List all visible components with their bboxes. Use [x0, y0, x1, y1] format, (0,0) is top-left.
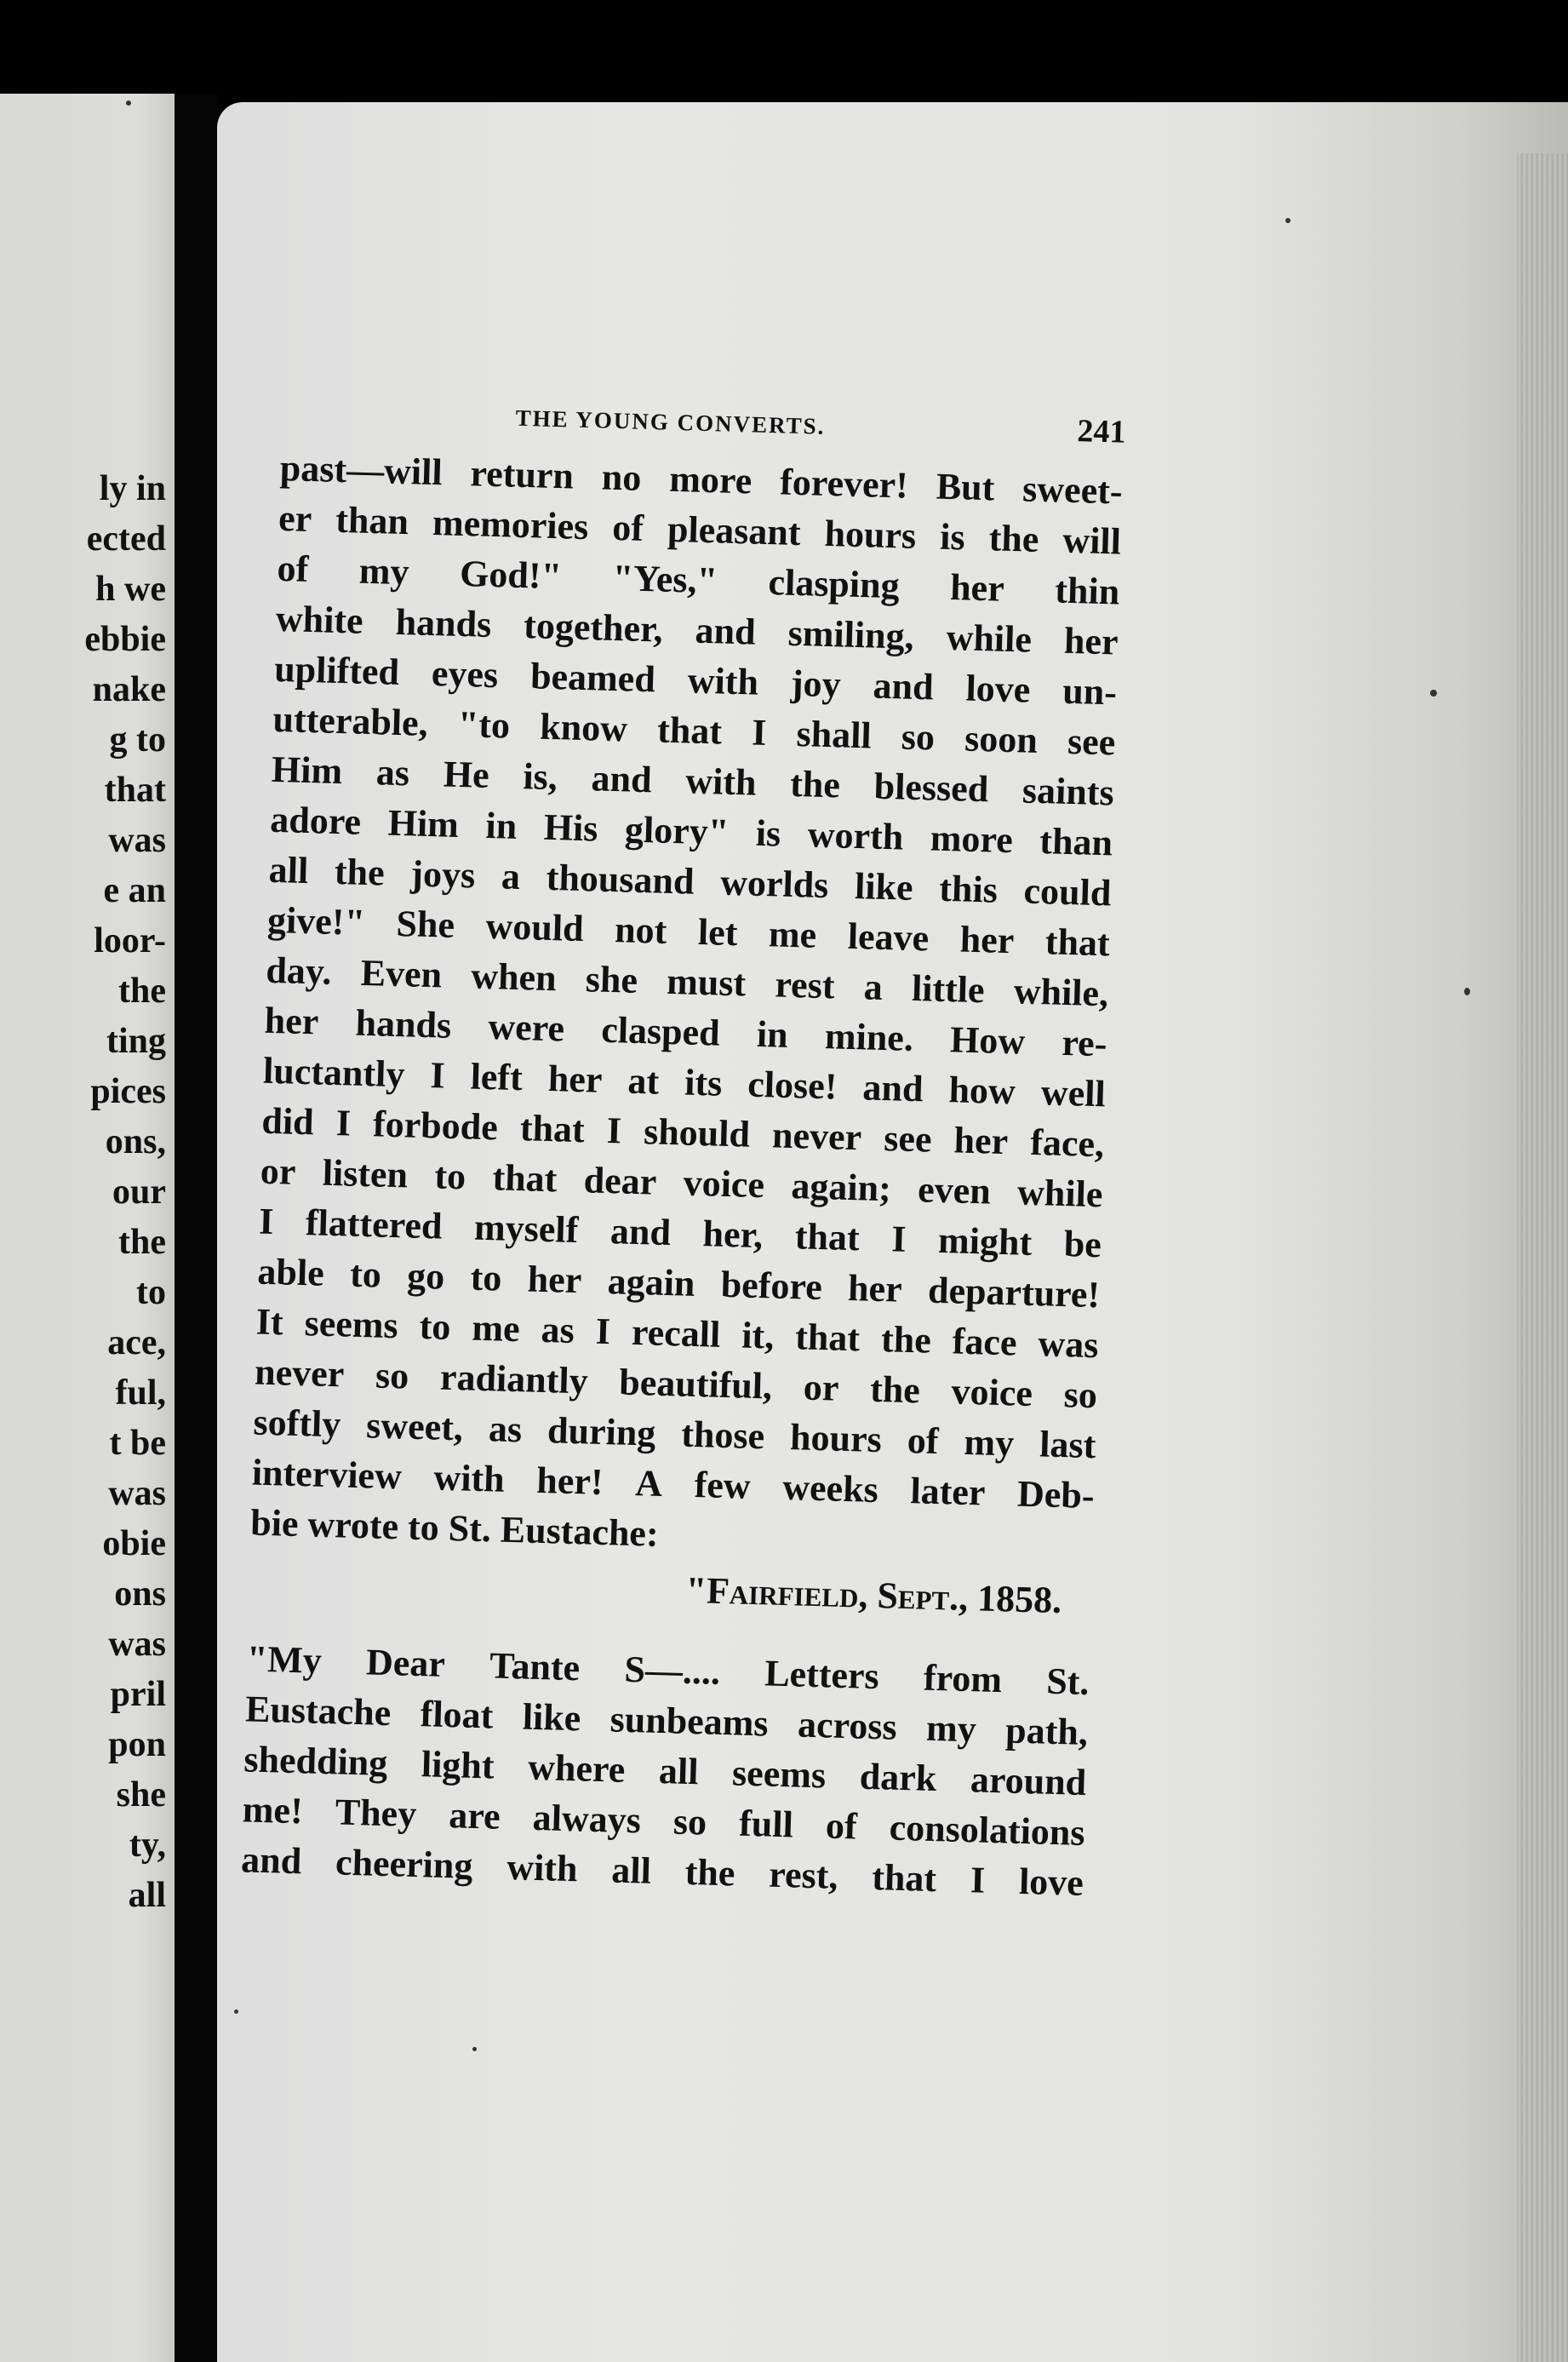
left-page-fragment: ons, — [105, 1122, 166, 1161]
body-line: able to go to her again before her departure! — [256, 1250, 1101, 1316]
left-page-fragment: ons — [114, 1574, 166, 1614]
left-page-fragment: she — [116, 1775, 166, 1814]
body-line: did I forbode that I should never see her face, — [260, 1099, 1105, 1166]
left-page-fragment: pril — [110, 1675, 166, 1714]
left-page-fragment: ace, — [107, 1323, 166, 1362]
running-title: THE YOUNG CONVERTS. — [515, 404, 826, 439]
body-line: adore Him in His glory" is worth more than — [269, 798, 1113, 864]
scan-speck — [1464, 988, 1470, 995]
body-line: Him as He is, and with the blessed saints — [271, 748, 1115, 814]
body-line: past—will return no more forever! But sweet- — [279, 446, 1124, 513]
page-edge-shadow — [1517, 153, 1568, 2362]
letter-paragraph — [240, 1633, 1098, 1908]
left-page-fragment: ful, — [115, 1373, 166, 1413]
letter-dateline: "Fairfield, Sept., 1858. — [684, 1568, 1062, 1622]
body-line: white hands together, and smiling, while her — [275, 597, 1119, 663]
body-line: uplifted eyes beamed with joy and love un- — [273, 647, 1118, 714]
page-text-block — [240, 375, 1133, 1908]
left-page-fragment: that — [104, 771, 166, 810]
scan-speck — [1285, 218, 1290, 223]
left-page-fragment: ebbie — [84, 620, 166, 659]
left-page-fragment: ting — [106, 1022, 166, 1061]
body-line: day. Even when she must rest a little while, — [265, 949, 1109, 1015]
left-page-fragment: ly in — [99, 469, 166, 508]
scan-speck — [234, 2009, 238, 2014]
left-page-fragment: nake — [92, 670, 166, 709]
body-line: her hands were clasped in mine. How re- — [264, 999, 1108, 1065]
body-paragraph — [250, 443, 1132, 1571]
left-page-fragment: was — [108, 821, 166, 860]
left-page-fragment: was — [108, 1625, 166, 1664]
left-page-fragment: the — [118, 1223, 166, 1262]
book-gutter — [175, 94, 217, 2362]
left-page-fragment: ected — [86, 519, 166, 559]
body-line: or listen to that dear voice again; even while — [260, 1149, 1104, 1216]
left-page-fragment: e an — [103, 871, 166, 910]
body-line: luctantly I left her at its close! and how well — [262, 1049, 1107, 1115]
body-line: never so radiantly beautiful, or the voice so — [254, 1350, 1098, 1417]
left-page-fragment: g to — [109, 720, 166, 760]
left-page-fragment: ty, — [129, 1826, 166, 1865]
left-page-fragment: was — [108, 1474, 166, 1513]
scan-speck — [1430, 690, 1437, 697]
left-page-fragment: our — [112, 1172, 166, 1212]
letter-line: "My Dear Tante S—.... Letters from St. — [246, 1637, 1090, 1704]
left-page-fragment: all — [128, 1876, 166, 1915]
letter-line: Eustache float like sunbeams across my path, — [244, 1688, 1089, 1754]
body-line: interview with her! A few weeks later Deb- — [251, 1451, 1096, 1517]
left-page-fragment: pon — [108, 1725, 166, 1764]
body-line: all the joys a thousand worlds like this could — [268, 848, 1113, 914]
body-line: I flattered myself and her, that I might be — [258, 1200, 1102, 1266]
letter-line: me! They are always so full of consolations — [242, 1788, 1086, 1854]
left-page-fragment: to — [136, 1273, 166, 1312]
body-line: bie wrote to St. Eustache: — [249, 1501, 660, 1555]
scan-speck — [126, 100, 131, 106]
page-number: 241 — [1076, 413, 1127, 450]
body-line: of my God!" "Yes," clasping her thin — [276, 547, 1120, 613]
letter-line: and cheering with all the rest, that I love — [240, 1838, 1084, 1904]
body-line: softly sweet, as during those hours of my last — [252, 1401, 1096, 1467]
left-page-fragment: pices — [90, 1072, 166, 1111]
left-page-fragment: loor- — [94, 921, 166, 960]
left-page-fragment: h we — [95, 570, 166, 609]
body-line: give!" She would not let me leave her that — [266, 898, 1111, 965]
body-line: er than memories of pleasant hours is the will — [278, 496, 1122, 563]
body-line: It seems to me as I recall it, that the face was — [255, 1300, 1100, 1367]
letter-line: shedding light where all seems dark around — [243, 1738, 1087, 1803]
body-line: utterable, "to know that I shall so soon see — [272, 697, 1116, 764]
left-page-fragment: t be — [109, 1424, 166, 1463]
left-page-fragment: obie — [102, 1524, 166, 1563]
left-facing-page — [0, 94, 175, 2362]
scan-speck — [472, 2047, 477, 2051]
left-page-fragment: the — [118, 972, 166, 1011]
left-page-text-fragments — [0, 464, 166, 1921]
